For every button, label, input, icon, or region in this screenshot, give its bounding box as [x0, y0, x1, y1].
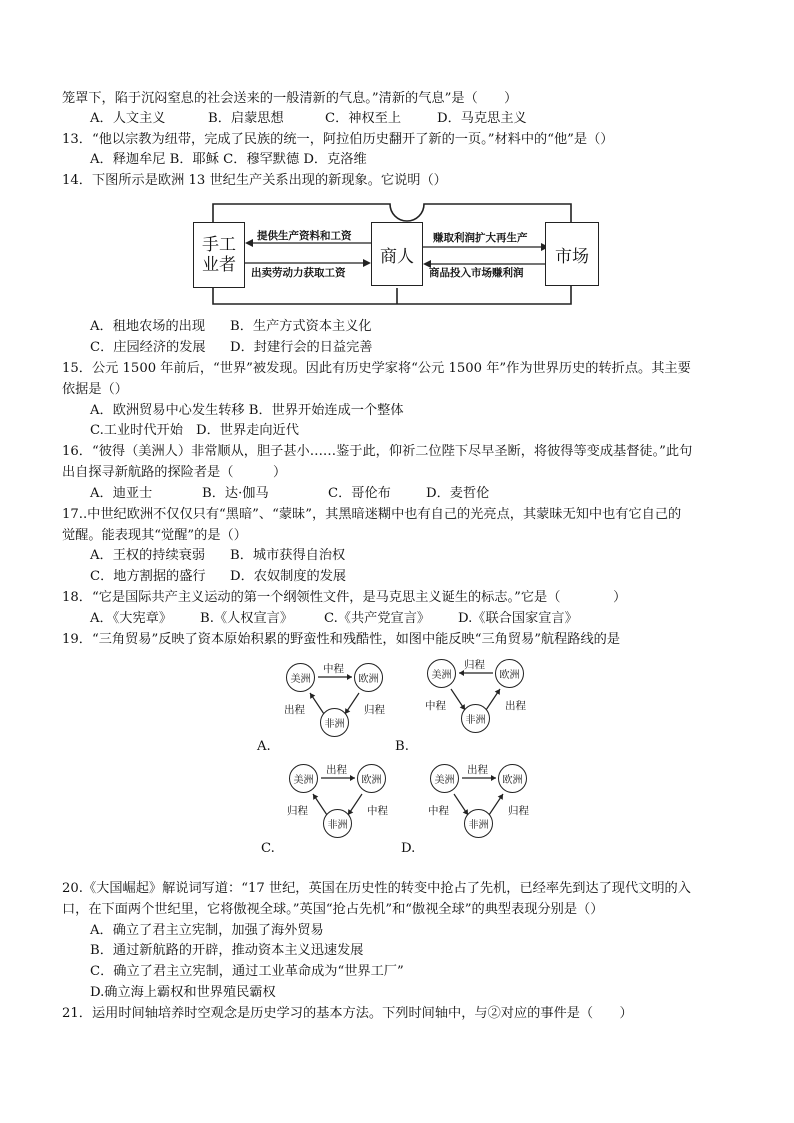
q19-stem: 19．“三角贸易”反映了资本原始积累的野蛮性和残酷性，如图中能反映“三角贸易”航程路线的是 [62, 632, 621, 647]
q19-option-c-letter[interactable]: C. [261, 841, 275, 856]
edge-top-label: 出程 [326, 764, 347, 776]
q18-stem: 18．“它是国际共产主义运动的第一个纲领性文件，是马克思主义诞生的标志。”它是（ ） [62, 590, 627, 605]
q18-option-c[interactable]: C.《共产党宣言》 [324, 611, 431, 626]
q15-option-d[interactable]: D．世界走向近代 [196, 423, 299, 438]
production-relation-diagram [193, 194, 599, 307]
q14-option-c[interactable]: C．庄园经济的发展 [90, 340, 206, 355]
q19-option-b-letter[interactable]: B. [395, 739, 409, 754]
edge-left-arrow [310, 693, 324, 714]
q14-options-row1 [90, 318, 372, 336]
edge-right-label: 出程 [505, 700, 526, 712]
q17-option-c[interactable]: C．地方割据的盛行 [90, 569, 206, 584]
edge-right-arrow [486, 689, 500, 710]
q15-option-c[interactable]: C.工业时代开始 [90, 423, 183, 438]
node-europe: 欧洲 [354, 663, 383, 692]
node-africa: 非洲 [464, 809, 493, 838]
q18-option-b[interactable]: B.《人权宣言》 [200, 611, 294, 626]
node-europe: 欧洲 [495, 659, 524, 688]
triangle-diagram-a[interactable] [286, 662, 396, 742]
q15-stem-line1: 15．公元 1500 年前后，“世界”被发现。因此有历史学家将“公元 1500 年”作为世界历史的转折点。其主要 [62, 361, 691, 376]
artisan-label-line2: 业者 [202, 255, 236, 275]
edge-right-label: 中程 [367, 805, 388, 817]
q12-stem-continued: 笼罩下，陷于沉闷窒息的社会送来的一般清新的气息。”清新的气息”是（ ） [62, 91, 518, 106]
q20-stem-line2: 口，在下面两个世纪里，它将傲视全球。”英国“抢占先机”和“傲视全球”的典型表现分别是（） [62, 902, 604, 917]
q16-option-d[interactable]: D．麦哲伦 [426, 486, 490, 501]
q15-options-row2 [90, 422, 299, 440]
q15-stem-line2: 依据是（） [62, 382, 128, 397]
q14-option-b[interactable]: B．生产方式资本主义化 [230, 319, 372, 334]
q16-stem-line2: 出自探寻新航路的探险者是（ ） [62, 465, 287, 480]
q17-option-b[interactable]: B．城市获得自治权 [230, 548, 346, 563]
market-node: 市场 [545, 222, 599, 286]
node-america: 美洲 [427, 659, 456, 688]
q17-option-d[interactable]: D．农奴制度的发展 [230, 569, 347, 584]
q17-stem-line1: 17..中世纪欧洲不仅仅只有“黑暗”、“蒙昧”，其黑暗迷糊中也有自己的光亮点，其蒙昧无知中也有它自己的 [62, 507, 682, 522]
edge-left-arrow [451, 689, 465, 710]
q16-option-a[interactable]: A．迪亚士 [90, 486, 153, 501]
triangle-diagram-b[interactable] [427, 658, 537, 738]
edge-top-label: 中程 [323, 663, 344, 675]
q20-option-c[interactable]: C．确立了君主立宪制，通过工业革命成为“世界工厂” [90, 964, 404, 979]
edge-right-label: 归程 [508, 805, 529, 817]
q14-option-a[interactable]: A．租地农场的出现 [90, 319, 206, 334]
q12-option-c[interactable]: C．神权至上 [325, 111, 402, 126]
triangle-diagram-c[interactable] [289, 763, 399, 843]
q16-stem-line1: 16．“彼得（美洲人）非常顺从，胆子甚小……鉴于此，仰祈二位陛下尽早圣断，将彼得等变成基督徒。”此句 [62, 444, 693, 459]
edge-left-label: 归程 [287, 805, 308, 817]
triangle-diagram-d[interactable] [430, 763, 540, 843]
q20-option-d[interactable]: D.确立海上霸权和世界殖民霸权 [90, 985, 276, 1000]
q13-stem: 13．“他以宗教为纽带，完成了民族的统一，阿拉伯历史翻开了新的一页。”材料中的“他”是（） [62, 132, 614, 147]
q16-option-b[interactable]: B．达·伽马 [202, 486, 269, 501]
merchant-node: 商人 [371, 222, 423, 286]
edge-left-arrow [454, 794, 468, 815]
q20-stem-line1: 20.《大国崛起》解说词写道：“17 世纪，英国在历史性的转变中抢占了先机，已经率先到达了现代文明的入 [62, 881, 691, 896]
q17-options-row2 [90, 568, 346, 586]
edge-right-arrow [489, 794, 503, 815]
q20-option-b[interactable]: B．通过新航路的开辟，推动资本主义迅速发展 [90, 943, 364, 958]
node-africa: 非洲 [461, 704, 490, 733]
edge-right-arrow [345, 693, 359, 714]
artisan-node [193, 222, 245, 288]
node-america: 美洲 [430, 764, 459, 793]
node-europe: 欧洲 [357, 764, 386, 793]
label-earn-profit: 赚取利润扩大再生产 [433, 232, 528, 244]
q19-option-d-letter[interactable]: D. [401, 841, 416, 856]
q14-options-row2 [90, 339, 372, 357]
label-goods-to-market: 商品投入市场赚利润 [429, 267, 524, 279]
q17-option-a[interactable]: A．王权的持续衰弱 [90, 548, 206, 563]
node-america: 美洲 [286, 663, 315, 692]
q14-option-d[interactable]: D．封建行会的日益完善 [230, 340, 373, 355]
node-america: 美洲 [289, 764, 318, 793]
artisan-label-line1: 手工 [202, 235, 236, 255]
q15-options-row1[interactable]: A．欧洲贸易中心发生转移 B．世界开始连成一个整体 [90, 403, 404, 418]
edge-left-label: 中程 [425, 700, 446, 712]
q17-options-row1 [90, 547, 345, 565]
q13-options[interactable]: A．释迦牟尼 B．耶稣 C．穆罕默德 D．克洛维 [90, 152, 367, 167]
node-africa: 非洲 [323, 809, 352, 838]
q18-option-d[interactable]: D.《联合国家宣言》 [458, 611, 578, 626]
q17-stem-line2: 觉醒。能表现其“觉醒”的是（） [62, 528, 247, 543]
edge-right-label: 归程 [364, 704, 385, 716]
q12-option-b[interactable]: B．启蒙思想 [208, 111, 284, 126]
q21-stem: 21．运用时间轴培养时空观念是历史学习的基本方法。下列时间轴中，与②对应的事件是（ ） [62, 1006, 633, 1021]
q19-option-a-letter[interactable]: A. [257, 739, 271, 754]
q12-option-a[interactable]: A．人文主义 [90, 111, 166, 126]
edge-left-label: 中程 [428, 805, 449, 817]
q20-option-a[interactable]: A．确立了君主立宪制，加强了海外贸易 [90, 923, 324, 938]
edge-top-label: 归程 [464, 659, 485, 671]
label-sell-labor: 出卖劳动力获取工资 [251, 267, 346, 279]
q16-options [90, 485, 489, 503]
q18-option-a[interactable]: A．《大宪章》 [90, 611, 173, 626]
q12-option-d[interactable]: D．马克思主义 [437, 111, 527, 126]
node-europe: 欧洲 [498, 764, 527, 793]
q12-options [90, 110, 527, 128]
q18-options [90, 610, 578, 628]
edge-left-arrow [313, 794, 327, 815]
edge-right-arrow [348, 794, 362, 815]
node-africa: 非洲 [320, 708, 349, 737]
edge-top-label: 出程 [467, 764, 488, 776]
q14-stem: 14．下图所示是欧洲 13 世纪生产关系出现的新现象。它说明（） [62, 173, 447, 188]
label-provide-means: 提供生产资料和工资 [257, 230, 352, 242]
q16-option-c[interactable]: C．哥伦布 [328, 486, 391, 501]
edge-left-label: 出程 [284, 704, 305, 716]
